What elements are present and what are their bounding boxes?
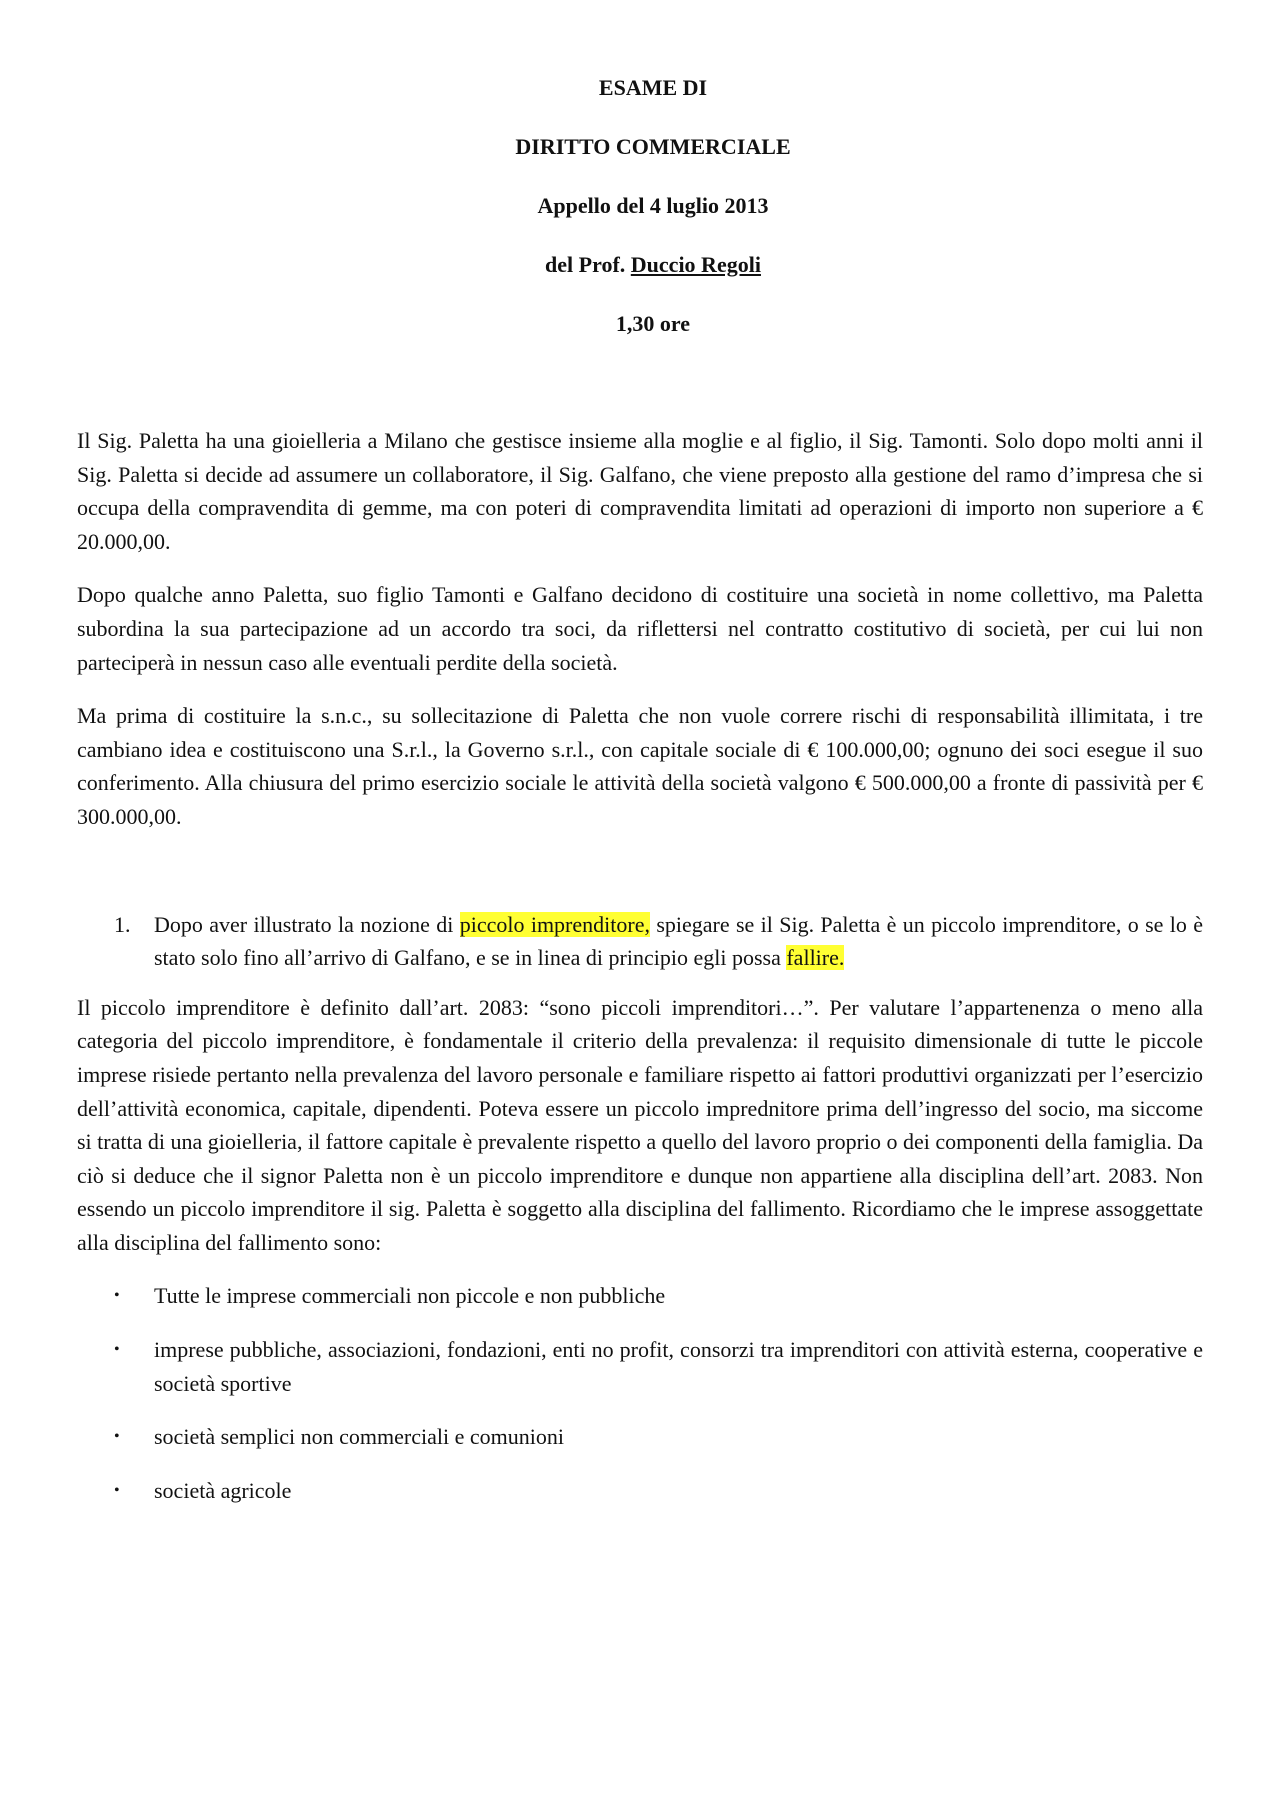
answer-paragraph: Il piccolo imprenditore è definito dall’art. 2083: “sono piccoli imprenditori…”. Per valutare l’appartenenza o meno alla categoria del piccolo imprenditore, è fondamentale il criterio della prevalenza: il requisito dimensionale di tutte le piccole imprese risiede pertanto nella prevalenza del lavoro personale e familiare rispetto ai fattori produttivi organizzati per l’esercizio dell’attività economica, capitale, dipendenti. Poteva essere un piccolo imprednitore prima dell’ingresso del socio, ma siccome si tratta di una gioielleria, il fattore capitale è prevalente rispetto a quello del lavoro proprio o dei componenti della famiglia. Da ciò si deduce che il signor Paletta non è un piccolo imprenditore e dunque non appartiene alla disciplina dell’art. 2083. Non essendo un piccolo imprenditore il sig. Paletta è soggetto alla disciplina del fallimento. Ricordiamo che le imprese assoggettate alla disciplina del fallimento sono: bbox=[77, 994, 1203, 1255]
highlight-piccolo-imprenditore: piccolo imprenditore, bbox=[459, 911, 650, 937]
intro-paragraph-2: Dopo qualche anno Paletta, suo figlio Tamonti e Galfano decidono di costituire una società in nome collettivo, ma Paletta subordina la sua partecipazione ad un accordo tra soci, da riflettersi nel contratto costitutivo di società, per cui lui non parteciperà in nessun caso alle eventuali perdite della società. bbox=[77, 582, 1203, 675]
exam-date: Appello del 4 luglio 2013 bbox=[537, 193, 769, 218]
exam-title: ESAME DI bbox=[598, 75, 708, 100]
intro-paragraph-1: Il Sig. Paletta ha una gioielleria a Milano che gestisce insieme alla moglie e al figlio, il Sig. Tamonti. Solo dopo molti anni il Sig. Paletta si decide ad assumere un collaboratore, il Sig. Galfano, che viene preposto alla gestione del ramo d’impresa che si occupa della compravendita di gemme, ma con poteri di compravendita limitati ad operazioni di importo non superiore a € 20.000,00. bbox=[77, 428, 1203, 554]
question-text-middle: spiegare se il Sig. Paletta è un piccolo imprenditore, o se lo è stato solo fino all’arrivo di Galfano, e se in linea di principio egli possa bbox=[154, 911, 1203, 971]
intro-paragraph-3: Ma prima di costituire la s.n.c., su sollecitazione di Paletta che non vuole correre rischi di responsabilità illimitata, i tre cambiano idea e costituiscono una S.r.l., la Governo s.r.l., con capitale sociale di € 100.000,00; ognuno dei soci esegue il suo conferimento. Alla chiusura del primo esercizio sociale le attività della società valgono € 500.000,00 a fronte di passività per € 300.000,00. bbox=[77, 703, 1203, 829]
document-header bbox=[0, 74, 1280, 369]
list-item-text: Tutte le imprese commerciali non piccole e non pubbliche bbox=[154, 1283, 666, 1309]
list-item bbox=[77, 1333, 1203, 1400]
bullet-list bbox=[77, 1279, 1203, 1507]
bullet-icon: • bbox=[114, 1341, 120, 1359]
bullet-icon: • bbox=[114, 1428, 120, 1446]
question-1 bbox=[77, 908, 1203, 975]
list-item-text: società semplici non commerciali e comunioni bbox=[154, 1424, 564, 1450]
question-text-start: Dopo aver illustrato la nozione di bbox=[154, 911, 460, 937]
list-item-text: imprese pubbliche, associazioni, fondazioni, enti no profit, consorzi tra imprenditori con attività esterna, cooperative e società sportive bbox=[154, 1337, 1203, 1396]
highlight-fallire: fallire. bbox=[786, 945, 845, 971]
professor-line bbox=[0, 251, 1280, 279]
exam-duration: 1,30 ore bbox=[615, 311, 691, 336]
professor-prefix: del Prof. bbox=[545, 252, 631, 277]
bullet-icon: • bbox=[114, 1287, 120, 1305]
bullet-icon: • bbox=[114, 1481, 120, 1499]
list-item bbox=[77, 1279, 1203, 1313]
question-number: 1. bbox=[114, 911, 131, 937]
list-item bbox=[77, 1420, 1203, 1454]
course-title: DIRITTO COMMERCIALE bbox=[515, 134, 791, 159]
document-body bbox=[77, 424, 1203, 1527]
list-item bbox=[77, 1474, 1203, 1508]
list-item-text: società agricole bbox=[154, 1477, 292, 1503]
professor-name: Duccio Regoli bbox=[630, 252, 761, 277]
